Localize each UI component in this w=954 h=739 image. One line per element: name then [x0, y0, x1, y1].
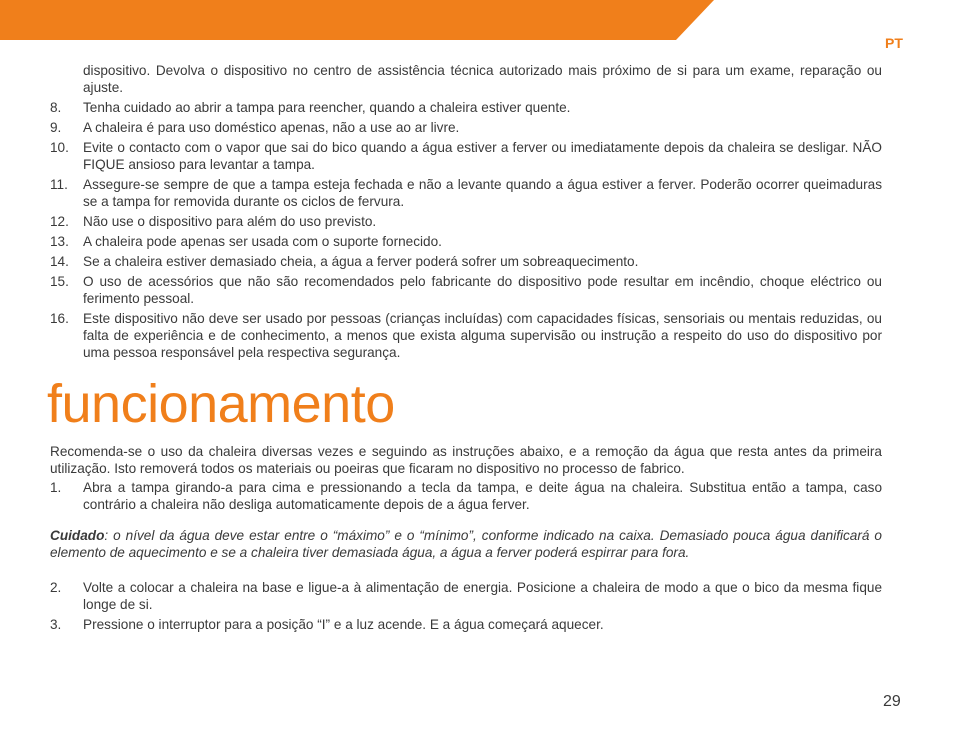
list-item-number: 11. [50, 177, 68, 192]
list-item [50, 273, 882, 307]
step-item [50, 616, 882, 633]
list-item-number: 12. [50, 214, 69, 229]
language-label: PT [885, 35, 903, 51]
section-heading: funcionamento [47, 374, 395, 434]
list-item-text: dispositivo. Devolva o dispositivo no centro de assistência técnica autorizado mais próximo de si para um exame, reparação ou ajuste. [83, 63, 882, 95]
step-item [50, 479, 882, 513]
caution-label: Cuidado [50, 528, 105, 543]
step-item [50, 579, 882, 613]
page-content [47, 62, 882, 636]
list-item [50, 310, 882, 361]
list-item [50, 233, 882, 250]
list-item-number: 8. [50, 100, 62, 115]
caution-text: : o nível da água deve estar entre o “máximo” e o “mínimo”, conforme indicado na caixa. Demasiado pouca água danificará o elemento de aquecimento e se a chaleira tiver demasiada água, a água a ferver poderá espirrar para fora. [50, 528, 882, 560]
list-item [50, 62, 882, 96]
caution-note [50, 527, 882, 561]
step-number: 3. [50, 617, 62, 632]
intro-paragraph: Recomenda-se o uso da chaleira diversas vezes e seguindo as instruções abaixo, e a remoção da água que resta antes da primeira utilização. Isto removerá todos os materiais ou poeiras que ficaram no dispositivo no processo de fabrico. [50, 444, 882, 476]
page-number: 29 [883, 693, 901, 710]
list-item-number: 14. [50, 254, 69, 269]
list-item-text: Tenha cuidado ao abrir a tampa para reencher, quando a chaleira estiver quente. [83, 100, 571, 115]
list-item-number: 13. [50, 234, 69, 249]
list-item [50, 99, 882, 116]
list-item [50, 176, 882, 210]
list-item [50, 139, 882, 173]
step-text: Volte a colocar a chaleira na base e ligue-a à alimentação de energia. Posicione a chaleira de modo a que o bico da mesma fique longe de si. [83, 580, 882, 612]
list-item-number: 10. [50, 140, 69, 155]
list-item-text: Assegure-se sempre de que a tampa esteja fechada e não a levante quando a água estiver a ferver. Poderão ocorrer queimaduras se a tampa for removida durante os ciclos de fervura. [83, 177, 882, 209]
step-text: Abra a tampa girando-a para cima e pressionando a tecla da tampa, e deite água na chaleira. Substitua então a tampa, caso contrário a chaleira não desliga automaticamente depois de a água ferver. [83, 480, 882, 512]
list-item-text: Este dispositivo não deve ser usado por pessoas (crianças incluídas) com capacidades físicas, sensoriais ou mentais reduzidas, ou falta de experiência e de conhecimento, a menos que exista alguma supervisão ou instrução a respeito do uso do dispositivo por uma pessoa responsável pela respectiva segurança. [83, 311, 882, 360]
list-item-number: 15. [50, 274, 69, 289]
list-item-text: A chaleira pode apenas ser usada com o suporte fornecido. [83, 234, 442, 249]
step-text: Pressione o interruptor para a posição “I” e a luz acende. E a água começará aquecer. [83, 617, 604, 632]
list-item-text: Se a chaleira estiver demasiado cheia, a água a ferver poderá sofrer um sobreaquecimento. [83, 254, 639, 269]
list-item-text: Evite o contacto com o vapor que sai do bico quando a água estiver a ferver ou imediatamente depois da chaleira se desligar. NÃO FIQUE ansioso para levantar a tampa. [83, 140, 882, 172]
list-item-number: 16. [50, 311, 69, 326]
step-number: 2. [50, 580, 62, 595]
header-accent-bar [0, 0, 714, 40]
list-item-text: A chaleira é para uso doméstico apenas, não a use ao ar livre. [83, 120, 460, 135]
list-item-text: Não use o dispositivo para além do uso previsto. [83, 214, 377, 229]
step-number: 1. [50, 480, 62, 495]
list-item [50, 213, 882, 230]
list-item [50, 119, 882, 136]
list-item-number: 9. [50, 120, 62, 135]
list-item [50, 253, 882, 270]
list-item-text: O uso de acessórios que não são recomendados pelo fabricante do dispositivo pode resultar em incêndio, choque eléctrico ou ferimento pessoal. [83, 274, 882, 306]
